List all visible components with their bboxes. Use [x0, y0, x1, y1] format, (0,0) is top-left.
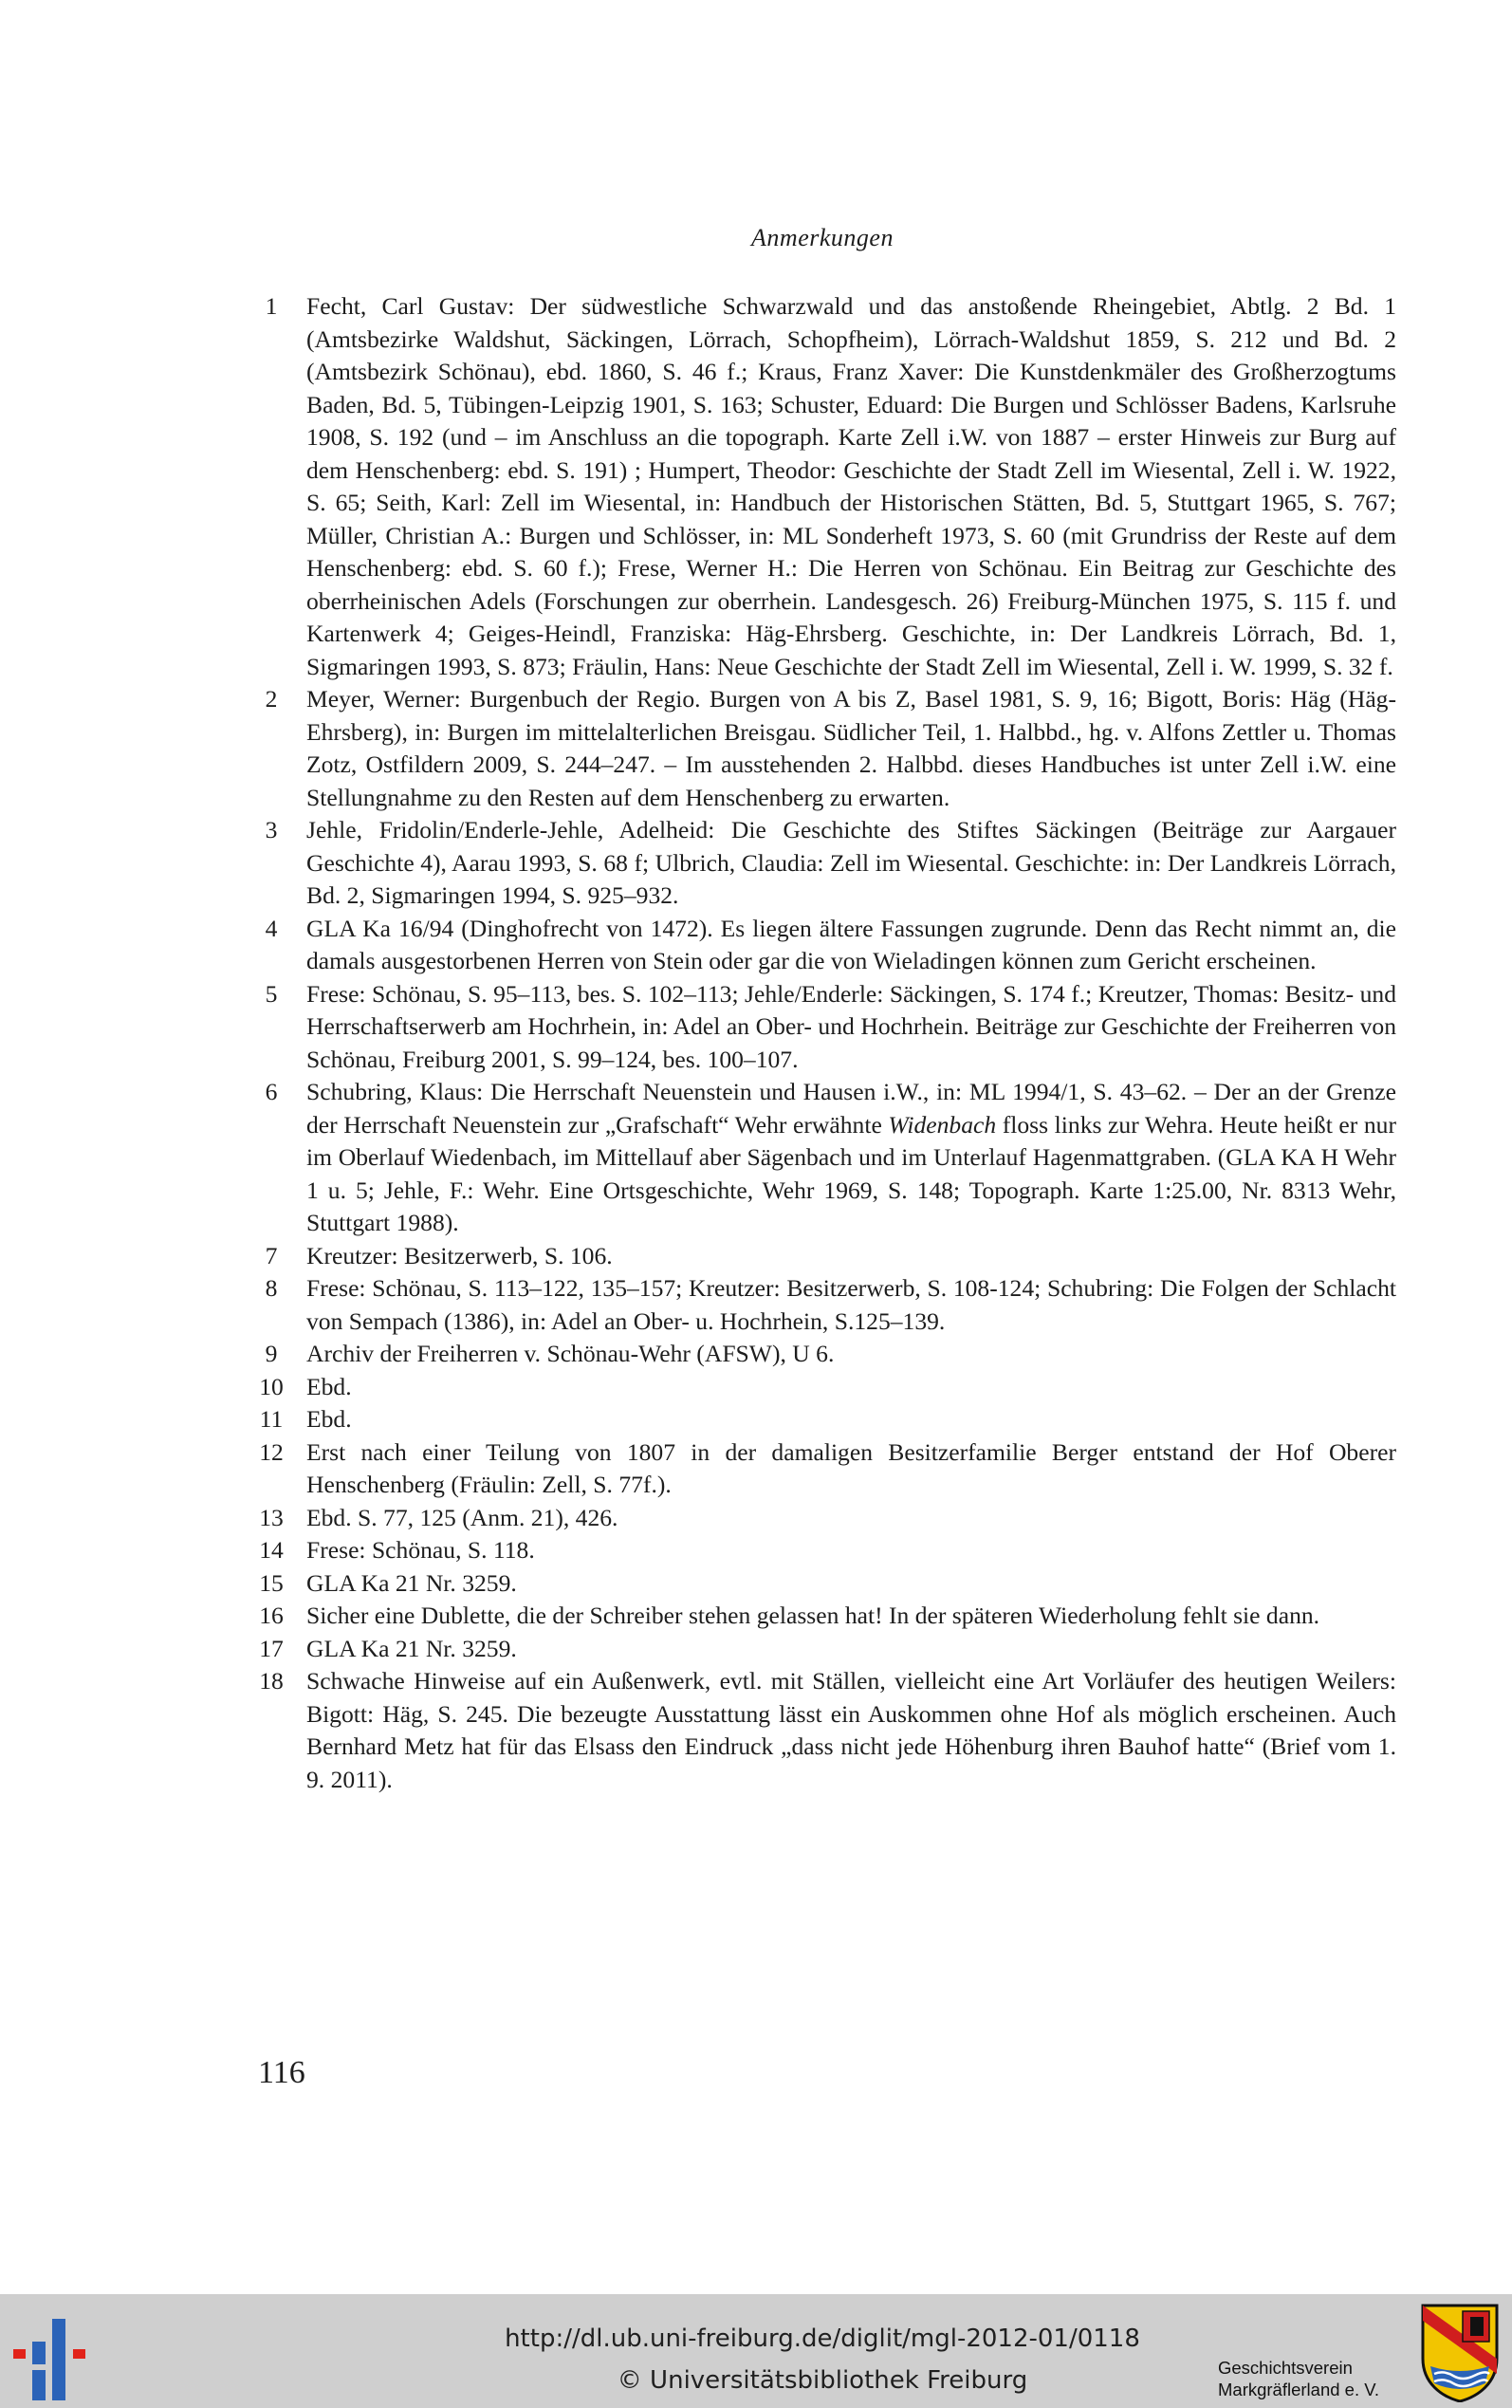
endnote: [258, 1502, 1396, 1535]
endnote-number: 10: [259, 1372, 284, 1400]
endnote-number: 7: [265, 1241, 278, 1269]
endnote-number: 17: [259, 1634, 284, 1662]
endnote-number: 3: [265, 816, 278, 843]
endnote-text: Kreutzer: Besitzerwerb, S. 106.: [306, 1241, 613, 1269]
endnote: [258, 1076, 1396, 1240]
endnote: [258, 1436, 1396, 1502]
coat-of-arms-icon: [1421, 2304, 1499, 2402]
endnote: [258, 1338, 1396, 1371]
endnote: [258, 1240, 1396, 1273]
endnote: [258, 1272, 1396, 1338]
page-number: 116: [258, 2055, 305, 2090]
endnote: [258, 913, 1396, 978]
endnote-text: Jehle, Fridolin/Enderle-Jehle, Adelheid: Die Geschichte des Stiftes Säckingen (Beiträge zur Aargauer Geschichte 4), Aarau 1993, S. 68 f; Ulbrich, Claudia: Zell im Wiesental. Geschichte: in: Der Landkreis Lörrach, Bd. 2, Sigmaringen 1994, S. 925–932.: [306, 816, 1396, 909]
running-head: Anmerkungen: [751, 224, 894, 251]
endnote-text: Frese: Schönau, S. 95–113, bes. S. 102–113; Jehle/Enderle: Säckingen, S. 174 f.; Kreutzer, Thomas: Besitz- und Herrschaftserwerb am Hochrhein, in: Adel an Ober- und Hochrhein. Beiträge zur Geschichte der Freiherren von Schönau, Freiburg 2001, S. 99–124, bes. 100–107.: [306, 979, 1396, 1073]
endnote-number: 11: [259, 1405, 284, 1433]
endnote-text: GLA Ka 21 Nr. 3259.: [306, 1568, 517, 1597]
society-name: [1218, 2357, 1379, 2400]
endnote-text: Sicher eine Dublette, die der Schreiber stehen gelassen hat! In der späteren Wiederholung fehlt sie dann.: [306, 1602, 1320, 1629]
endnote-number: 15: [259, 1568, 284, 1597]
endnote: [258, 978, 1396, 1077]
endnotes-list: [258, 290, 1396, 1796]
endnote-number: 2: [265, 685, 278, 713]
endnote: [258, 814, 1396, 913]
endnote-italic-term: Widenbach: [888, 1110, 997, 1139]
endnote-text: Fecht, Carl Gustav: Der südwestliche Schwarzwald und das anstoßende Rheingebiet, Abtlg. 2 Bd. 1 (Amtsbezirke Waldshut, Säckingen, Lörrach, Schopfheim), Lörrach-Waldshut 1859, S. 212 und Bd. 2 (Amtsbezirk Schönau), ebd. 1860, S. 46 f.; Kraus, Franz Xaver: Die Kunstdenkmäler des Großherzogtums Baden, Bd. 5, Tübingen-Leipzig 1901, S. 163; Schuster, Eduard: Die Burgen und Schlösser Badens, Karlsruhe 1908, S. 192 (und – im Anschluss an die topograph. Karte Zell i.W. von 1887 – erster Hinweis zur Burg auf dem Henschenberg: ebd. S. 191) ; Humpert, Theodor: Geschichte der Stadt Zell im Wiesental, Zell i. W. 1922, S. 65; Seith, Karl: Zell im Wiesental, in: Handbuch der Historischen Stätten, Bd. 5, Stuttgart 1965, S. 767; Müller, Christian A.: Burgen und Schlösser, in: ML Sonderheft 1973, S. 60 (mit Grundriss der Reste auf dem Henschenberg: ebd. S. 60 f.); Frese, Werner H.: Die Herren von Schönau. Ein Beitrag zur Geschichte des oberrheinischen Adels (Forschungen zur oberrhein. Landesgesch. 26) Freiburg-München 1975, S. 115 f. und Kartenwerk 4; Geiges-Heindl, Franziska: Häg-Ehrsberg. Geschichte, in: Der Landkreis Lörrach, Bd. 1, Sigmaringen 1993, S. 873; Fräulin, Hans: Neue Geschichte der Stadt Zell im Wiesental, Zell i. W. 1999, S. 32 f.: [306, 292, 1396, 680]
endnote-text: Ebd.: [306, 1372, 352, 1400]
endnote-number: 9: [265, 1340, 278, 1367]
society-name-line: Geschichtsverein: [1218, 2358, 1353, 2378]
endnote: [258, 1403, 1396, 1436]
endnote-text: GLA Ka 21 Nr. 3259.: [306, 1634, 517, 1662]
endnote-text-part: Schubring, Klaus: Die Herrschaft Neuenstein und Hausen i.W., in: ML 1994/1, S. 43–62. – Der an der Grenze der Herrschaft Neuenstein zur „Grafschaft“ Wehr erwähnte: [306, 1078, 1396, 1139]
endnote-text: Frese: Schönau, S. 113–122, 135–157; Kreutzer: Besitzerwerb, S. 108-124; Schubring: Die Folgen der Schlacht von Sempach (1386), in: Adel an Ober- u. Hochrhein, S.125–139.: [306, 1274, 1396, 1335]
endnote-text: Frese: Schönau, S. 118.: [306, 1536, 535, 1564]
endnote: [258, 1534, 1396, 1567]
endnote-text: Ebd. S. 77, 125 (Anm. 21), 426.: [306, 1503, 618, 1531]
endnote-text: Archiv der Freiherren v. Schönau-Wehr (AFSW), U 6.: [306, 1340, 835, 1367]
endnote-text: Meyer, Werner: Burgenbuch der Regio. Burgen von A bis Z, Basel 1981, S. 9, 16; Bigott, Boris: Häg (Häg-Ehrsberg), in: Burgen im mittelalterlichen Breisgau. Südlicher Teil, 1. Halbbd., hg. v. Alfons Zettler u. Thomas Zotz, Ostfildern 2009, S. 244–247. – Im ausstehenden 2. Halbbd. dieses Handbuches ist unter Zell i.W. eine Stellungnahme zu den Resten auf dem Henschenberg zu erwarten.: [306, 685, 1396, 811]
endnote-text: [306, 1078, 1396, 1236]
endnote-text: Schwache Hinweise auf ein Außenwerk, evtl. mit Ställen, vielleicht eine Art Vorläufer des heutigen Weilers: Bigott: Häg, S. 245. Die bezeugte Ausstattung lässt ein Auskommen ohne Hof als möglich erscheinen. Auch Bernhard Metz hat für das Elsass den Eindruck „dass nicht jede Höhenburg ihren Bauhof hatte“ (Brief vom 1. 9. 2011).: [306, 1667, 1396, 1793]
endnote: [258, 683, 1396, 814]
endnote-text-part: floss links zur Wehra. Heute heißt er nur im Oberlauf Wiedenbach, im Mittellauf aber Sägenbach und im Unterlauf Hagenmattgraben. (GLA KA H Wehr 1 u. 5; Jehle, F.: Wehr. Eine Ortsgeschichte, Wehr 1969, S. 148; Topograph. Karte 1:25.00, Nr. 8313 Wehr, Stuttgart 1988).: [306, 1110, 1396, 1236]
endnote-text: Erst nach einer Teilung von 1807 in der damaligen Besitzerfamilie Berger entstand der Hof Oberer Henschenberg (Fräulin: Zell, S. 77f.).: [306, 1437, 1396, 1498]
endnote-number: 4: [265, 914, 278, 942]
endnote-text: GLA Ka 16/94 (Dinghofrecht von 1472). Es liegen ältere Fassungen zugrunde. Denn das Recht nimmt an, die damals ausgestorbenen Herren von Stein oder gar die von Wieladingen können zum Gericht erscheinen.: [306, 914, 1396, 974]
permalink-url[interactable]: http://dl.ub.uni-freiburg.de/diglit/mgl-2012-01/0118: [505, 2325, 1140, 2353]
endnote-number: 6: [265, 1078, 278, 1105]
society-name-line: Markgräflerland e. V.: [1218, 2380, 1380, 2399]
endnote-number: 12: [259, 1437, 284, 1466]
endnote-number: 13: [259, 1503, 284, 1531]
endnote-number: 8: [265, 1274, 278, 1302]
endnote: [258, 1371, 1396, 1404]
endnote-text: Ebd.: [306, 1405, 352, 1433]
copyright-notice: © Universitätsbibliothek Freiburg: [617, 2366, 1028, 2395]
endnote: [258, 1600, 1396, 1633]
endnote-number: 14: [259, 1536, 284, 1564]
endnote: [258, 1633, 1396, 1666]
endnote: [258, 1665, 1396, 1796]
endnote-number: 18: [259, 1667, 284, 1695]
endnote-number: 1: [265, 292, 278, 320]
endnote-number: 16: [259, 1602, 284, 1629]
endnote: [258, 1567, 1396, 1601]
endnote-number: 5: [265, 979, 278, 1008]
endnote: [258, 290, 1396, 683]
